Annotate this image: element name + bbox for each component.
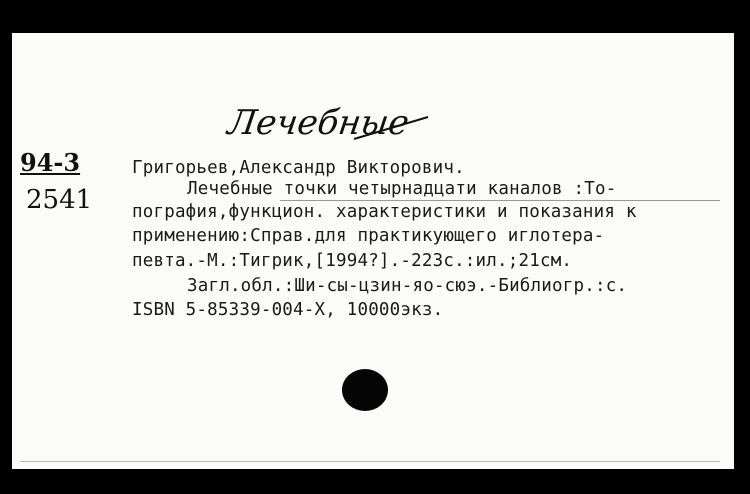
imprint-line: певта.-М.:Тигрик,[1994?].-223с.:ил.;21см.: [132, 251, 573, 271]
isbn-line: ISBN 5-85339-004-X, 10000экз.: [132, 300, 444, 320]
subtitle-line: пография,функцион. характеристики и показания к: [132, 202, 637, 222]
punch-hole: [342, 369, 388, 411]
bottom-edge-line: [20, 461, 720, 462]
title-line: Лечебные точки четырнадцати каналов :То-: [187, 179, 617, 199]
heading-underline: [352, 113, 432, 143]
title-underline: [280, 200, 720, 201]
call-number: 94-3: [20, 148, 81, 177]
note-line: Загл.обл.:Ши-сы-цзин-яо-сюэ.-Библиогр.:с.: [187, 276, 628, 296]
accession-number: 2541: [26, 185, 93, 215]
handwritten-heading: Лечебные: [225, 103, 412, 143]
catalog-card: [12, 33, 734, 469]
description-line: применению:Справ.для практикующего иглотера-: [132, 226, 605, 246]
author-line: Григорьев,Александр Викторович.: [132, 158, 465, 178]
